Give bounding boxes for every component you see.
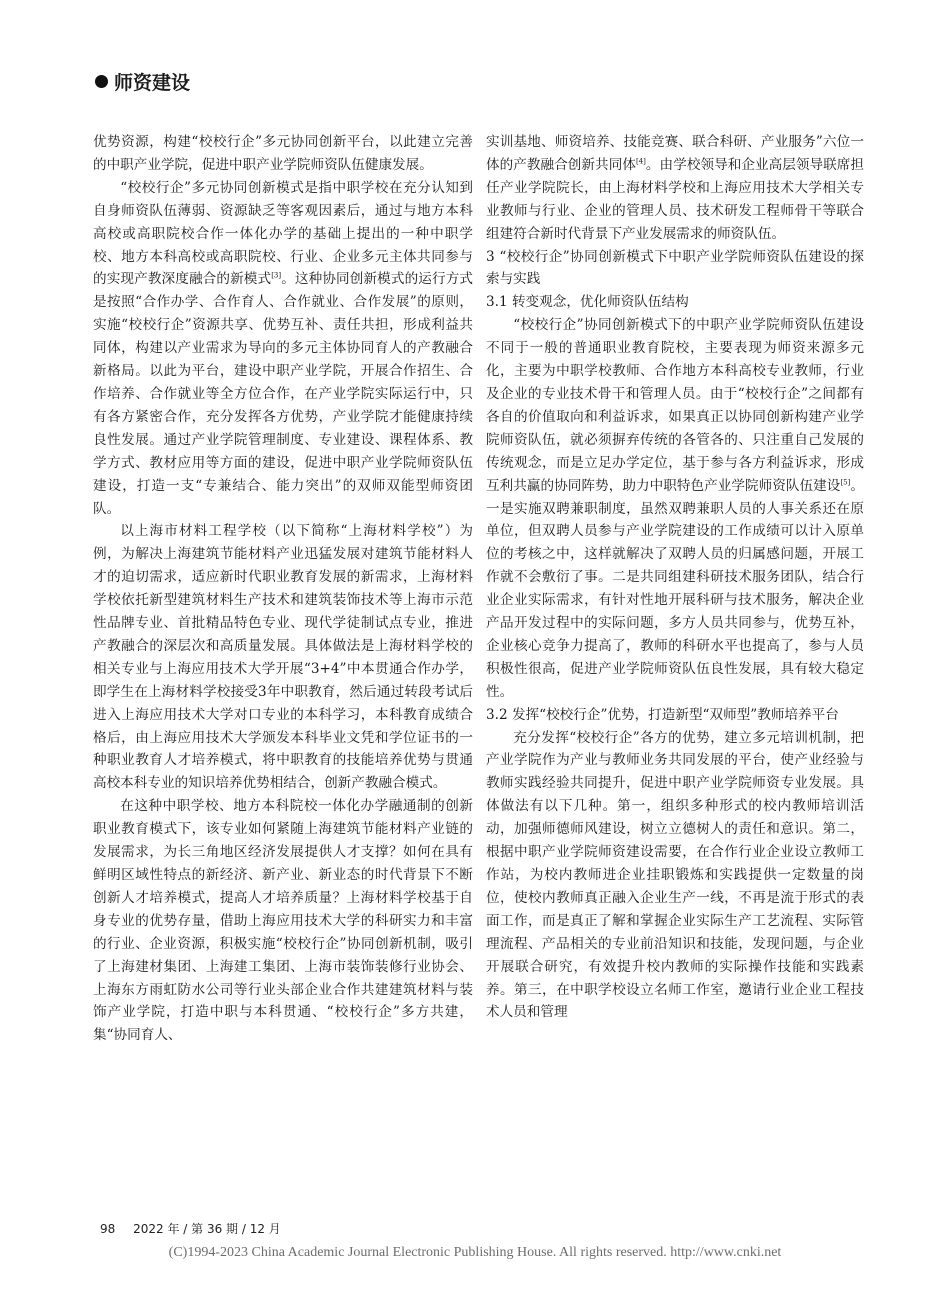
paragraph: [93, 131, 473, 177]
paragraph-text: 3.2 发挥“校校行企”优势，打造新型“双师型”教师培养平台: [486, 706, 839, 723]
right-column: [486, 131, 864, 1024]
paragraph: [93, 795, 473, 1047]
paragraph-text: “校校行企”协同创新模式下的中职产业学院师资队伍建设不同于一般的普通职业教育院校，主要表现为师资来源多元化，主要为中职学校教师、合作地方本科高校专业教师，行业及企业的专业技术骨干和管理人员。由于“校校行企”之间都有各自的价值取向和利益诉求，如果真正以协同创新构建产业学院师资队伍，就必须摒弃传统的各管各的、只注重自己发展的传统观念，而是立足办学定位，基于参与各方利益诉求，形成互利共赢的协同阵势，助力中职特色产业学院师资队伍建设: [486, 317, 864, 494]
paragraph-text: 。一是实施双聘兼职制度，虽然双聘兼职人员的人事关系还在原单位，但双聘人员参与产业学院建设的工作成绩可以计入原单位的考核之中，这样就解决了双聘人员的归属感问题，开展工作就不会敷衍了事。二是共同组建科研技术服务团队，结合行业企业实际需求，有针对性地开展科研与技术服务，解决企业产品开发过程中的实际问题，多方人员共同参与，优势互补，企业核心竞争力提高了，教师的科研水平也提高了，参与人员积极性很高，促进产业学院师资队伍良性发展，具有较大稳定性。: [486, 477, 865, 700]
paragraph-text: 实训基地、师资培养、技能竞赛、联合科研、产业服务”六位一体的产教融合创新共同体: [486, 134, 864, 173]
citation-ref: [3]: [271, 271, 282, 280]
page-footer: [100, 1220, 281, 1237]
paragraph-text: “校校行企”多元协同创新模式是指中职学校在充分认知到自身师资队伍薄弱、资源缺乏等客观因素后，通过与地方本科高校或高职院校合作一体化办学的基础上提出的一种中职学校、地方本科高校或高职院校、行业、企业多元主体共同参与的实现产教深度融合的新模式: [93, 179, 473, 288]
copyright-notice: (C)1994-2023 China Academic Journal Electronic Publishing House. All rights reserved. http://www.cnki.net: [168, 1245, 782, 1260]
section-header: [95, 68, 190, 95]
left-column: [93, 131, 473, 1047]
paragraph-text: 。这种协同创新模式的运行方式是按照“合作办学、合作育人、合作就业、合作发展”的原则，实施“校校行企”资源共享、优势互补、责任共担，形成利益共同体，构建以产业需求为导向的多元主体协同育人的产教融合新格局。以此为平台，建设中职产业学院，开展合作招生、合作培养、合作就业等全方位合作，在产业学院实际运行中，只有各方紧密合作，充分发挥各方优势，产业学院才能健康持续良性发展。通过产业学院管理制度、专业建设、课程体系、教学方式、教材应用等方面的建设，促进中职产业学院师资队伍建设，打造一支“专兼结合、能力突出”的双师双能型师资团队。: [93, 271, 474, 517]
paragraph-text: 在这种中职学校、地方本科院校一体化办学融通制的创新职业教育模式下，该专业如何紧随上海建筑节能材料产业链的发展需求，为长三角地区经济发展提供人才支撑？如何在具有鲜明区域性特点的新经济、新产业、新业态的时代背景下不断创新人才培养模式，提高人才培养质量？上海材料学校基于自身专业的优势存量，借助上海应用技术大学的科研实力和丰富的行业、企业资源，积极实施“校校行企”协同创新机制，吸引了上海建材集团、上海建工集团、上海市装饰装修行业协会、上海东方雨虹防水公司等行业头部企业合作共建建筑材料与装饰产业学院，打造中职与本科贯通、“校校行企”多方共建，集“协同育人、: [93, 798, 473, 1044]
paragraph-text: 充分发挥“校校行企”各方的优势，建立多元培训机制，把产业学院作为产业与教师业务共同发展的平台，使产业经验与教师实践经验共同提升，促进中职产业学院师资专业发展。具体做法有以下几种。第一，组织多种形式的校内教师培训活动，加强师德师风建设，树立立德树人的责任和意识。第二，根据中职产业学院师资建设需要，在合作行业企业设立教师工作站，为校内教师进企业挂职锻炼和实践提供一定数量的岗位，使校内教师真正融入企业生产一线，不再是流于形式的表面工作，而是真正了解和掌握企业实际生产工艺流程、实际管理流程、产品相关的专业前沿知识和技能，发现问题，与企业开展联合研究，有效提升校内教师的实际操作技能和实践素养。第三，在中职学校设立名师工作室，邀请行业企业工程技术人员和管理: [486, 729, 864, 1021]
page-number: 98: [100, 1222, 116, 1236]
paragraph: [486, 727, 864, 1025]
section-title: 师资建设: [114, 72, 191, 94]
paragraph: [486, 131, 864, 246]
paragraph-text: 优势资源，构建“校校行企”多元协同创新平台，以此建立完善的中职产业学院，促进中职产业学院师资队伍健康发展。: [93, 134, 473, 173]
paragraph: [93, 177, 473, 521]
paragraph: [486, 314, 864, 703]
paragraph-text: 3 “校校行企”协同创新模式下中职产业学院师资队伍建设的探索与实践: [486, 248, 864, 288]
section-heading: [486, 291, 864, 314]
section-heading: [486, 704, 864, 727]
paragraph-text: 。由学校领导和企业高层领导联席担任产业学院院长，由上海材料学校和上海应用技术大学相关专业教师与行业、企业的管理人员、技术研发工程师骨干等联合组建符合新时代背景下产业发展需求的师资队伍。: [486, 156, 865, 242]
paragraph: [93, 520, 473, 795]
citation-ref: [5]: [840, 478, 851, 487]
paragraph-text: 以上海市材料工程学校（以下简称“上海材料学校”）为例，为解决上海建筑节能材料产业迅猛发展对建筑节能材料人才的迫切需求，适应新时代职业教育发展的新需求，上海材料学校依托新型建筑材料生产技术和建筑装饰技术等上海市示范性品牌专业、首批精品特色专业、现代学徒制试点专业，推进产教融合的深层次和高质量发展。具体做法是上海材料学校的相关专业与上海应用技术大学开展“3+4”中本贯通合作办学，即学生在上海材料学校接受3年中职教育，然后通过转段考试后进入上海应用技术大学对口专业的本科学习，本科教育成绩合格后，由上海应用技术大学颁发本科毕业文凭和学位证书的一种职业教育人才培养模式，将中职教育的技能培养优势与贯通高校本科专业的知识培养优势相结合，创新产教融合模式。: [93, 523, 473, 792]
bullet-icon: [95, 75, 108, 88]
citation-ref: [4]: [635, 157, 646, 166]
issue-info: 2022 年 / 第 36 期 / 12 月: [133, 1222, 281, 1236]
paragraph-text: 3.1 转变观念，优化师资队伍结构: [486, 294, 689, 311]
section-heading: [486, 246, 864, 292]
